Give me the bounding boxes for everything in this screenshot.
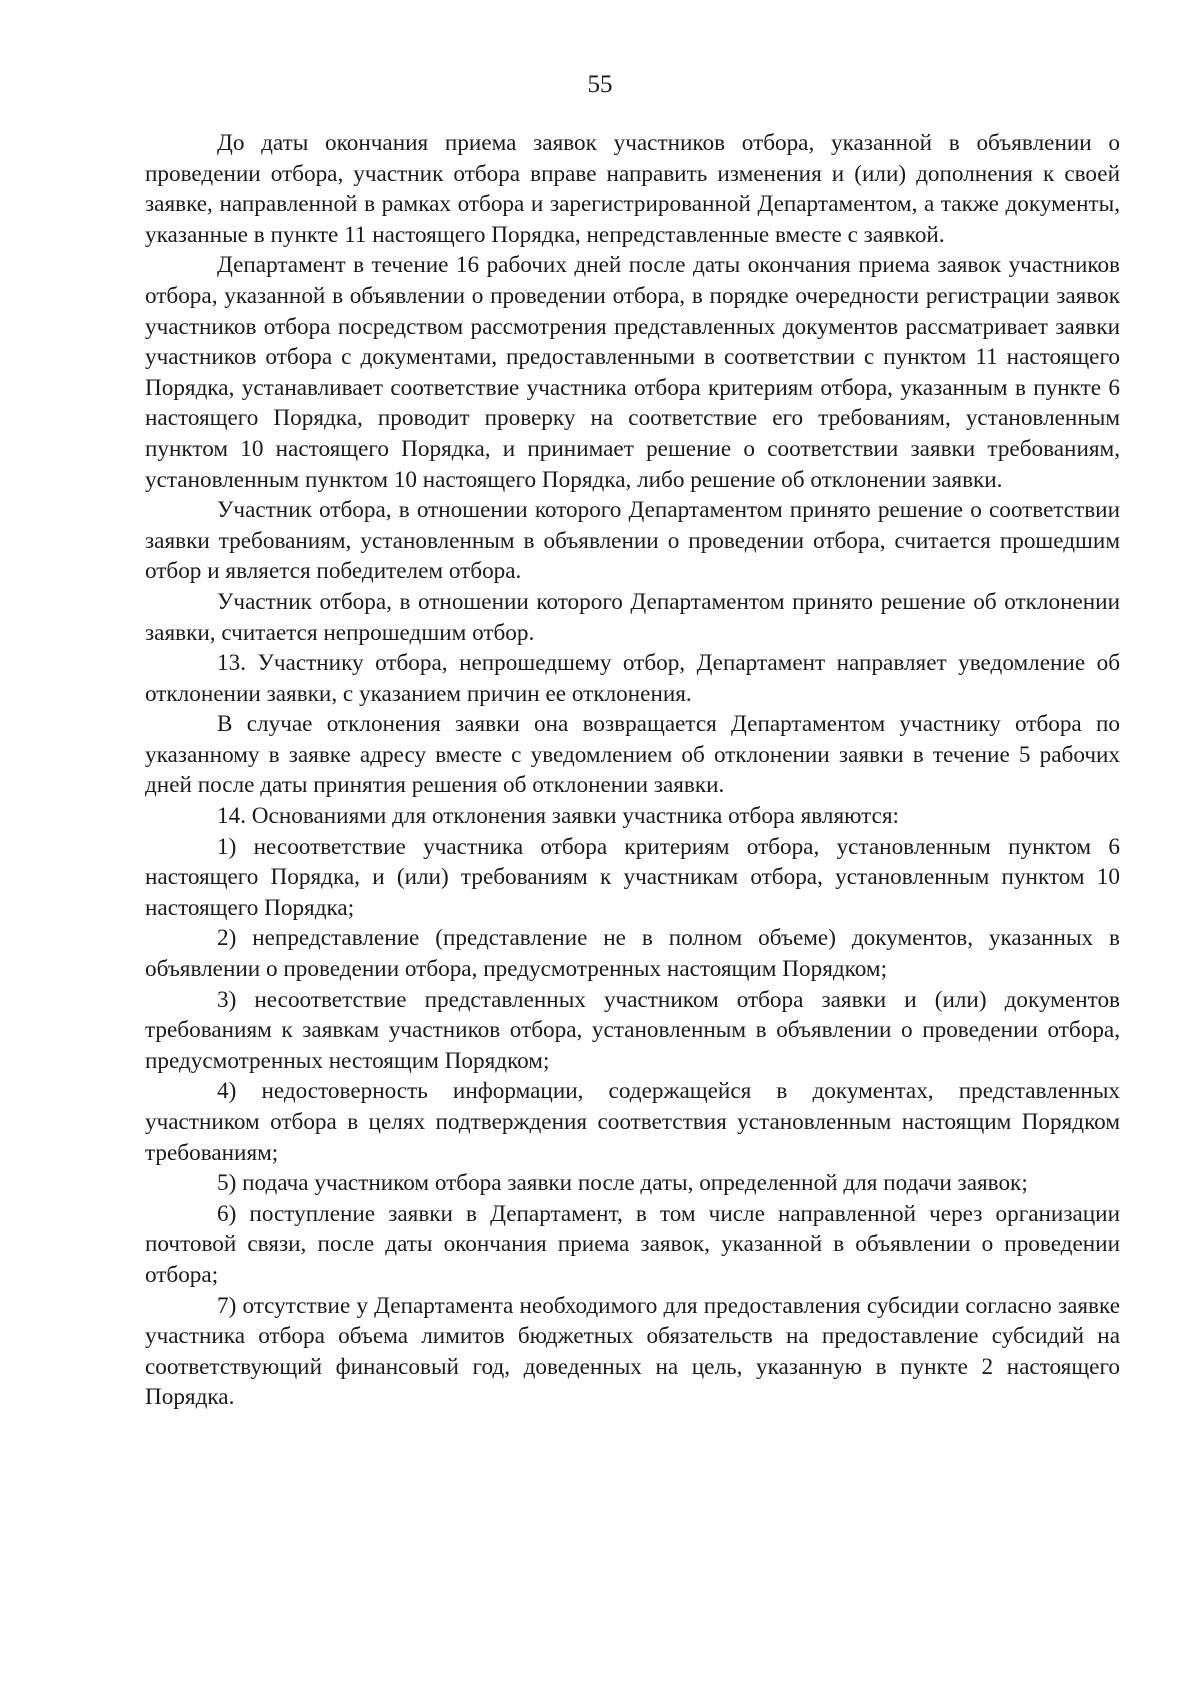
- list-item-5: 5) подача участником отбора заявки после даты, определенной для подачи заявок;: [217, 1170, 1028, 1197]
- paragraph-amendments: До даты окончания приема заявок участников отбора, указанной в объявлении о проведении отбора, участник отбора вправе направить изменения и (или) дополнения к своей заявке, направленной в рамках отбора и зарегистрированной Департаментом, а также документы, указанные в пункте 11 настоящего Порядка, непредставленные вместе с заявкой.: [145, 130, 1120, 248]
- page-number: 55: [587, 71, 613, 98]
- paragraph-item-14: 14. Основаниями для отклонения заявки участника отбора являются:: [217, 803, 899, 830]
- list-item-7: 7) отсутствие у Департамента необходимого для предоставления субсидии согласно заявке участника отбора объема лимитов бюджетных обязательств на предоставление субсидий на соответствующий финансовый год, доведенных на цель, указанную в пункте 2 настоящего Порядка.: [145, 1292, 1120, 1411]
- list-item-6: 6) поступление заявки в Департамент, в том числе направленной через организации почтовой связи, после даты окончания приема заявок, указанной в объявлении о проведении отбора;: [145, 1200, 1120, 1288]
- paragraph-rejected: Участник отбора, в отношении которого Департаментом принято решение об отклонении заявки, считается непрошедшим отбор.: [145, 588, 1120, 646]
- paragraph-review: Департамент в течение 16 рабочих дней после даты окончания приема заявок участников отбора, указанной в объявлении о проведении отбора, в порядке очередности регистрации заявок участников отбора посредством рассмотрения представленных документов рассматривает заявки участников отбора с документами, предоставленными в соответствии с пунктом 11 настоящего Порядка, устанавливает соответствие участника отбора критериям отбора, указанным в пункте 6 настоящего Порядка, проводит проверку на соответствие его требованиям, установленным пунктом 10 настоящего Порядка, и принимает решение о соответствии заявки требованиям, установленным пунктом 10 настоящего Порядка, либо решение об отклонении заявки.: [145, 252, 1120, 493]
- list-item-4: 4) недостоверность информации, содержащейся в документах, представленных участником отбора в целях подтверждения соответствия установленным настоящим Порядком требованиям;: [145, 1078, 1120, 1166]
- paragraph-winner: Участник отбора, в отношении которого Департаментом принято решение о соответствии заявки требованиям, установленным в объявлении о проведении отбора, считается прошедшим отбор и является победителем отбора.: [145, 497, 1120, 585]
- document-body: [145, 128, 1120, 1413]
- list-item-2: 2) непредставление (представление не в полном объеме) документов, указанных в объявлении о проведении отбора, предусмотренных настоящим Порядком;: [145, 925, 1120, 983]
- list-item-3: 3) несоответствие представленных участником отбора заявки и (или) документов требованиям к заявкам участников отбора, установленным в объявлении о проведении отбора, предусмотренных нестоящим Порядком;: [145, 986, 1120, 1074]
- paragraph-return: В случае отклонения заявки она возвращается Департаментом участнику отбора по указанному в заявке адресу вместе с уведомлением об отклонении заявки в течение 5 рабочих дней после даты принятия решения об отклонении заявки.: [145, 711, 1120, 799]
- list-item-1: 1) несоответствие участника отбора критериям отбора, установленным пунктом 6 настоящего Порядка, и (или) требованиям к участникам отбора, установленным пунктом 10 настоящего Порядка;: [145, 833, 1120, 921]
- paragraph-item-13: 13. Участнику отбора, непрошедшему отбор, Департамент направляет уведомление об отклонении заявки, с указанием причин ее отклонения.: [145, 650, 1120, 707]
